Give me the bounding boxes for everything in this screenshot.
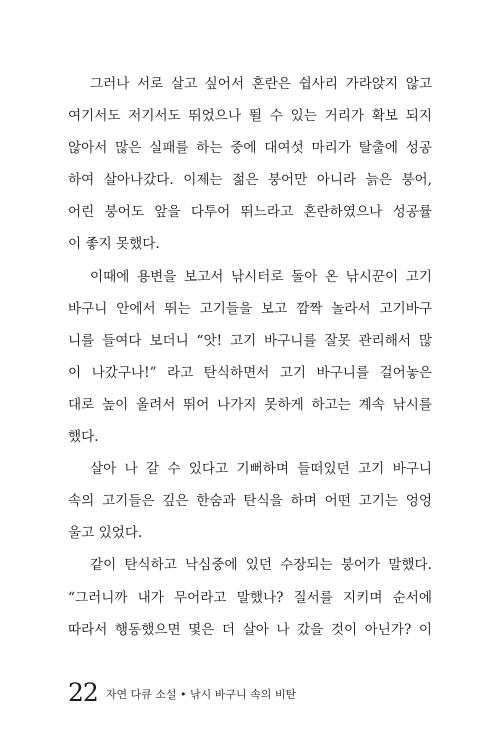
page-number: 22 [68, 678, 98, 707]
text-line: 대로 높이 올려서 뛰어 나가지 못하게 하고는 계속 낚시를 [68, 396, 432, 413]
text-line: 여기서도 저기서도 뛰었으나 뛸 수 있는 거리가 확보 되지 [68, 108, 432, 125]
text-line: 어린 붕어도 앞을 다투어 뛰느라고 혼란하였으나 성공률 [68, 204, 432, 221]
text-line: 같이 탄식하고 낙심중에 있던 수장되는 붕어가 말했다. [90, 557, 432, 574]
page-body-text [68, 68, 432, 646]
text-line: 이 좋지 못했다. [68, 236, 160, 253]
text-line: 바구니 안에서 뛰는 고기들을 보고 깜짝 놀라서 고기바구 [68, 300, 432, 317]
page-footer [68, 678, 296, 712]
text-line: 속의 고기들은 깊은 한숨과 탄식을 하며 어떤 고기는 엉엉 [68, 493, 432, 510]
text-line: 않아서 많은 실패를 하는 중에 대여섯 마리가 탈출에 성공 [68, 140, 432, 157]
running-title: 자연 다큐 소설 • 낚시 바구니 속의 비탄 [105, 688, 297, 701]
text-line: 살아 나 갈 수 있다고 기뻐하며 들떠있던 고기 바구니 [90, 461, 432, 478]
text-line: 니를 들여다 보더니 “앗! 고기 바구니를 잘못 관리해서 많 [68, 332, 432, 349]
text-line: 울고 있었다. [68, 525, 143, 542]
paragraph-3 [68, 453, 432, 549]
text-line: 했다. [68, 429, 99, 446]
paragraph-4 [68, 549, 432, 645]
text-line: 하여 살아나갔다. 이제는 젊은 붕어만 아니라 늙은 붕어, [68, 172, 432, 189]
paragraph-2 [68, 261, 432, 454]
text-line: 이 나갔구나!” 라고 탄식하면서 고기 바구니를 걸어놓은 [68, 364, 432, 381]
paragraph-1 [68, 68, 432, 261]
text-line: “그러니까 내가 무어라고 말했나? 질서를 지키며 순서에 [68, 589, 432, 606]
text-line: 따라서 행동했으면 몇은 더 살아 나 갔을 것이 아닌가? 이 [68, 621, 432, 638]
text-line: 이때에 용변을 보고서 낚시터로 돌아 온 낚시꾼이 고기 [90, 268, 432, 285]
text-line: 그러나 서로 살고 싶어서 혼란은 쉽사리 가라앉지 않고 [90, 76, 432, 92]
